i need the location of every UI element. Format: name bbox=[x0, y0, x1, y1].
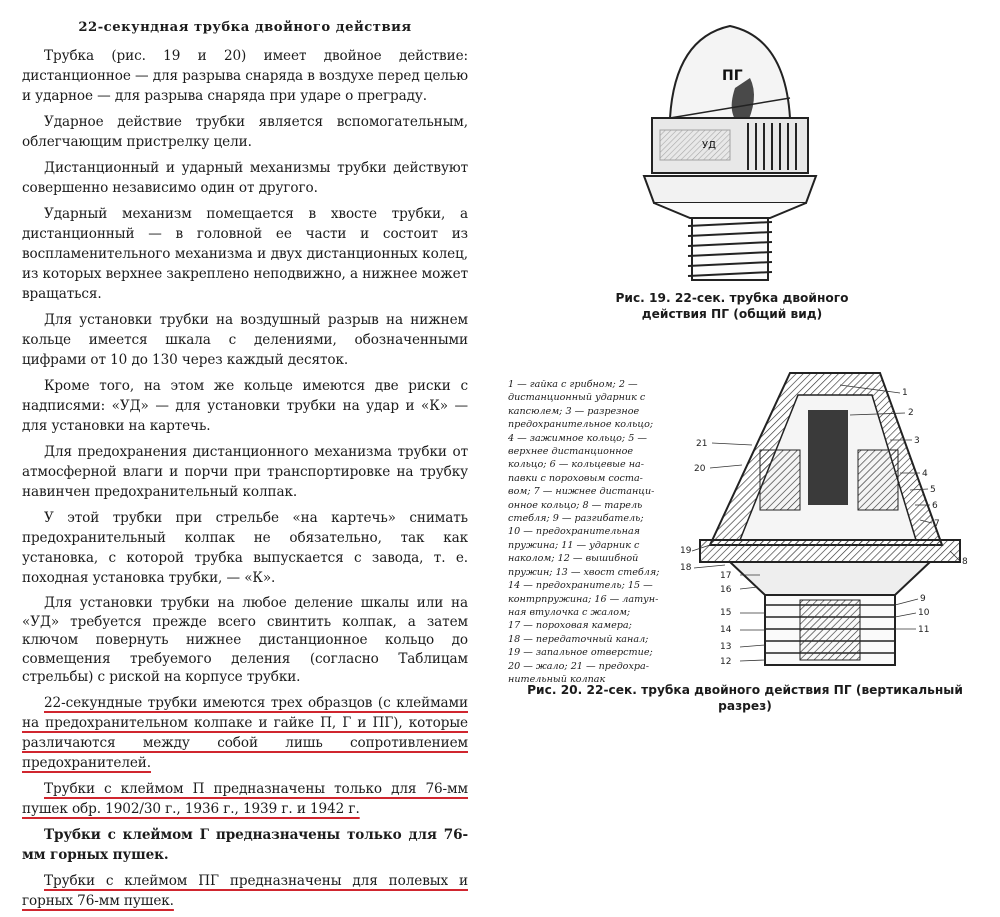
svg-text:9: 9 bbox=[920, 594, 926, 604]
paragraph-bold: Трубки с клеймом Г предназначены только для 76-мм горных пушек. bbox=[22, 826, 468, 863]
paragraph-underlined: Трубки с клеймом П предназначены только для 76-мм пушек обр. 1902/30 г., 1936 г., 1939 г. и 1942 г. bbox=[22, 780, 468, 817]
paragraph: У этой трубки при стрельбе «на картечь» снимать предохранительный колпак не обязательно, так как установка, с которой трубка выпускается с завода, т. е. походная установка трубки, — «К». bbox=[22, 510, 468, 586]
section-heading: 22-секундная трубка двойного действия bbox=[78, 20, 412, 35]
svg-text:12: 12 bbox=[720, 657, 732, 667]
paragraph-underlined: 22-секундные трубки имеются трех образцов (с клеймами на предохранительном колпаке и гайке П, Г и ПГ), которые различаются между собой лишь сопротивлением предохранителей. bbox=[22, 694, 468, 771]
cap-mark-label: ПГ bbox=[722, 68, 743, 84]
svg-text:7: 7 bbox=[934, 519, 940, 529]
figure-20-caption: Рис. 20. 22-сек. трубка двойного действия ПГ (вертикальный разрез) bbox=[527, 683, 963, 713]
paragraph: Для установки трубки на воздушный разрыв на нижнем кольце имеется шкала с делениями, обозначенными цифрами от 10 до 130 через каждый десяток. bbox=[22, 312, 468, 368]
svg-text:4: 4 bbox=[922, 469, 928, 479]
svg-text:1: 1 bbox=[902, 388, 908, 398]
figure-20-legend: 1 — гайка с грибном; 2 — дистанционный ударник с капсюлем; 3 — разрезное предохранительное кольцо; 4 — зажимное кольцо; 5 — верхнее дистанционное кольцо; 6 — кольцевые на- павки с пороховым соста- вом; 7 — нижнее дистанци- онное кольцо; 8 — тарель стебля; 9 — разгибатель; 10 — предохранительная пружина; 11 — ударник с наколом; 12 — вышибной пружин; 13 — хвост стебля; 14 — предохранитель; 15 — контрпружина; 16 — латун- ная втулочка с жалом; 17 — пороховая камера; 18 — передаточный канал; 19 — запальное отверстие; 20 — жало; 21 — предохра- нительный колпак bbox=[508, 379, 660, 685]
fuze-cross-section-illustration bbox=[680, 355, 980, 675]
paragraph: Кроме того, на этом же кольце имеются две риски с надписями: «УД» — для установки трубки на удар и «К» — для установки на картечь. bbox=[22, 378, 468, 434]
svg-text:8: 8 bbox=[962, 557, 968, 567]
paragraph: Для установки трубки на любое деление шкалы или на «УД» требуется прежде всего свинтить колпак, а затем ключом повернуть нижнее дистанционное кольцо до совмещения требуемого деления (согласно Таблицам стрельбы) с риской на корпусе трубки. bbox=[22, 595, 468, 685]
svg-text:15: 15 bbox=[720, 608, 732, 618]
fuze-general-view-illustration bbox=[630, 18, 830, 288]
svg-text:17: 17 bbox=[720, 571, 732, 581]
svg-text:20: 20 bbox=[694, 464, 706, 474]
svg-text:10: 10 bbox=[918, 608, 930, 618]
svg-text:5: 5 bbox=[930, 485, 936, 495]
svg-text:3: 3 bbox=[914, 436, 920, 446]
svg-text:21: 21 bbox=[696, 439, 708, 449]
paragraph: Для предохранения дистанционного механизма трубки от атмосферной влаги и порчи при транспортировке на трубку навинчен предохранительный колпак. bbox=[22, 444, 468, 500]
svg-text:18: 18 bbox=[680, 563, 692, 573]
svg-text:16: 16 bbox=[720, 585, 732, 595]
svg-text:11: 11 bbox=[918, 625, 930, 635]
paragraph: Ударный механизм помещается в хвосте трубки, а дистанционный — в головной ее части и состоит из воспламенительного механизма и двух дистанционных колец, из которых верхнее закреплено неподвижно, а нижнее может вращаться. bbox=[22, 206, 468, 302]
paragraph-underlined: Трубки с клеймом ПГ предназначены для полевых и горных 76-мм пушек. bbox=[22, 872, 468, 909]
ud-mark-label: УД bbox=[702, 140, 716, 151]
text-column bbox=[22, 18, 468, 917]
svg-text:2: 2 bbox=[908, 408, 914, 418]
paragraph: Трубка (рис. 19 и 20) имеет двойное действие: дистанционное — для разрыва снаряда в воздухе перед целью и ударное — для разрыва снаряда при ударе о преграду. bbox=[22, 48, 469, 104]
svg-text:14: 14 bbox=[720, 625, 732, 635]
paragraph: Ударное действие трубки является вспомогательным, облегчающим пристрелку цели. bbox=[22, 114, 468, 150]
paragraph: Дистанционный и ударный механизмы трубки действуют совершенно независимо один от другого. bbox=[22, 160, 468, 196]
svg-text:19: 19 bbox=[680, 546, 692, 556]
figure-19-caption: Рис. 19. 22-сек. трубка двойного действия ПГ (общий вид) bbox=[615, 291, 849, 321]
svg-text:13: 13 bbox=[720, 642, 732, 652]
svg-text:6: 6 bbox=[932, 501, 938, 511]
